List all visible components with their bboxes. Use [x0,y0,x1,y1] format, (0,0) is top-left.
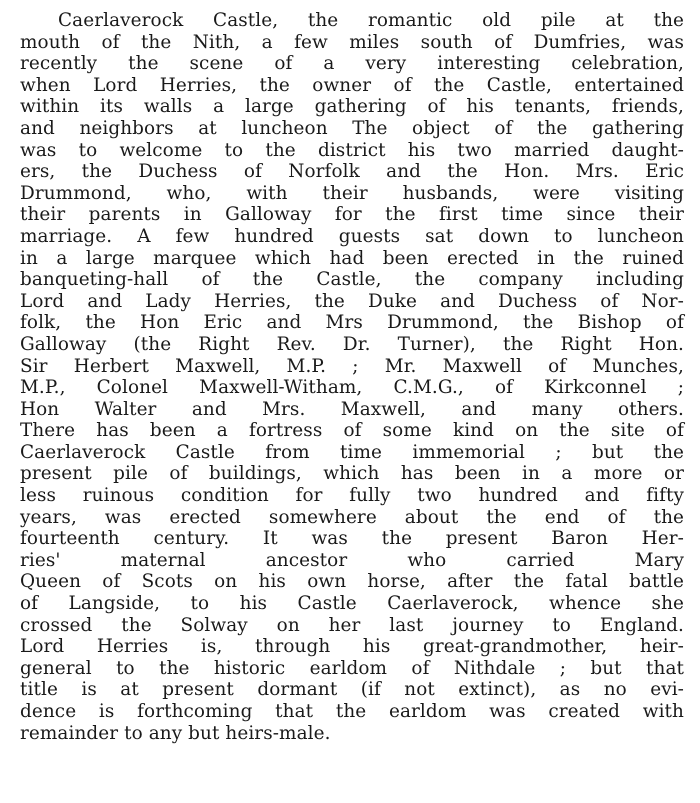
article-line: their parents in Galloway for the first time since their [20,204,684,226]
article-line: There has been a fortress of some kind on the site of [20,420,684,442]
article-line: in a large marquee which had been erected in the ruined [20,247,684,269]
article-line: general to the historic earldom of Nithdale ; but that [20,657,684,679]
article-line: when Lord Herries, the owner of the Castle, entertained [20,74,684,96]
article-line: fourteenth century. It was the present Baron Her- [20,528,684,550]
article-line: and neighbors at luncheon The object of the gathering [20,117,684,139]
article-line: ers, the Duchess of Norfolk and the Hon. Mrs. Eric [20,161,684,183]
article-line: of Langside, to his Castle Caerlaverock, whence she [20,593,684,615]
article-line: years, was erected somewhere about the end of the [20,506,684,528]
article-line: crossed the Solway on her last journey to England. [20,614,684,636]
article-line: title is at present dormant (if not extinct), as no evi- [20,679,684,701]
article-line: within its walls a large gathering of his tenants, friends, [20,96,684,118]
article-line: banqueting-hall of the Castle, the company including [20,269,684,291]
article-line: Sir Herbert Maxwell, M.P. ; Mr. Maxwell of Munches, [20,355,684,377]
article-line: present pile of buildings, which has been in a more or [20,463,684,485]
article-line: was to welcome to the district his two married daught- [20,139,684,161]
article-line: Lord and Lady Herries, the Duke and Duchess of Nor- [20,290,684,312]
article-line: less ruinous condition for fully two hundred and fifty [20,485,684,507]
article-line: Caerlaverock Castle, the romantic old pile at the [58,10,684,31]
article-line: Hon Walter and Mrs. Maxwell, and many others. [20,398,684,420]
article-line: remainder to any but heirs-male. [20,722,331,744]
article-line: Lord Herries is, through his great-grandmother, heir- [20,636,684,658]
article-line: Galloway (the Right Rev. Dr. Turner), the Right Hon. [20,333,684,355]
article-line: ries' maternal ancestor who carried Mary [20,549,684,571]
article-line: Queen of Scots on his own horse, after the fatal battle [20,571,684,593]
article-line: recently the scene of a very interesting celebration, [20,53,684,75]
article-line: dence is forthcoming that the earldom was created with [20,701,684,722]
article-line: mouth of the Nith, a few miles south of Dumfries, was [20,31,684,53]
article-line: Drummond, who, with their husbands, were visiting [20,182,684,204]
article-line: Caerlaverock Castle from time immemorial ; but the [20,441,684,463]
article-line: folk, the Hon Eric and Mrs Drummond, the Bishop of [20,312,684,334]
article-line: M.P., Colonel Maxwell-Witham, C.M.G., of Kirkconnel ; [20,377,684,399]
article-line: marriage. A few hundred guests sat down to luncheon [20,225,684,247]
article-column [20,10,684,744]
